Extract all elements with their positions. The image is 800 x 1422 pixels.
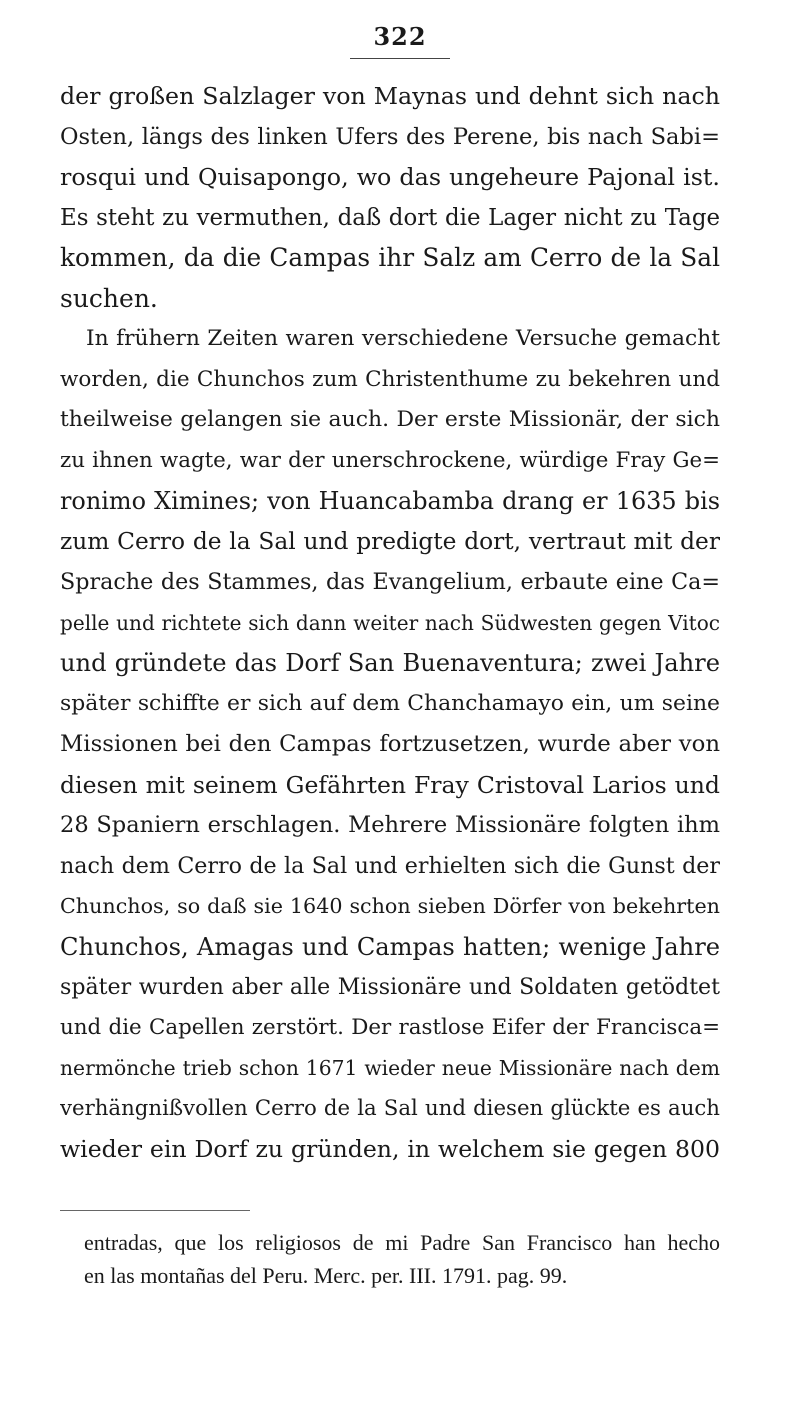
text-line: ronimo Ximines; von Huancabamba drang er 1635 bis <box>60 487 720 515</box>
text-line: später wurden aber alle Missionäre und Soldaten getödtet <box>60 974 720 1000</box>
footnote-line: entradas, que los religiosos de mi Padre San Francisco han hecho <box>84 1230 720 1255</box>
text-line: 28 Spaniern erschlagen. Mehrere Missionäre folgten ihm <box>60 812 720 838</box>
text-line: rosqui und Quisapongo, wo das ungeheure Pajonal ist. <box>60 163 720 191</box>
text-line: zum Cerro de la Sal und predigte dort, vertraut mit der <box>60 527 720 555</box>
text-line: Sprache des Stammes, das Evangelium, erbaute eine Ca= <box>60 569 720 595</box>
text-line: Chunchos, Amagas und Campas hatten; wenige Jahre <box>60 932 720 961</box>
text-line: verhängnißvollen Cerro de la Sal und diesen glückte es auch <box>60 1095 720 1121</box>
text-line: später schiffte er sich auf dem Chanchamayo ein, um seine <box>60 690 720 716</box>
text-line: wieder ein Dorf zu gründen, in welchem sie gegen 800 <box>60 1135 720 1163</box>
main-text <box>60 76 720 1170</box>
text-line: worden, die Chunchos zum Christenthume zu bekehren und <box>60 366 720 392</box>
text-line: kommen, da die Campas ihr Salz am Cerro de la Sal <box>60 243 720 272</box>
text-line: zu ihnen wagte, war der unerschrockene, würdige Fray Ge= <box>60 447 720 473</box>
text-line: der großen Salzlager von Maynas und dehnt sich nach <box>60 82 720 110</box>
text-line: Es steht zu vermuthen, daß dort die Lager nicht zu Tage <box>60 204 720 231</box>
footnote-divider <box>60 1210 250 1211</box>
text-line: theilweise gelangen sie auch. Der erste Missionär, der sich <box>60 407 720 432</box>
page-number: 322 <box>373 22 427 51</box>
text-line: suchen. <box>60 283 158 313</box>
text-line: nach dem Cerro de la Sal und erhielten sich die Gunst der <box>60 852 720 879</box>
text-line: nermönche trieb schon 1671 wieder neue Missionäre nach dem <box>60 1056 720 1080</box>
footnote-line: en las montañas del Peru. Merc. per. III. 1791. pag. 99. <box>84 1263 568 1288</box>
text-line: und die Capellen zerstört. Der rastlose Eifer der Francisca= <box>60 1014 720 1040</box>
text-line: Osten, längs des linken Ufers des Perene, bis nach Sabi= <box>60 123 720 150</box>
text-line: diesen mit seinem Gefährten Fray Cristoval Larios und <box>60 770 720 799</box>
page-number-underline <box>350 58 450 59</box>
text-line: Chunchos, so daß sie 1640 schon sieben Dörfer von bekehrten <box>60 894 720 918</box>
text-line: und gründete das Dorf San Buenaventura; zwei Jahre <box>60 649 720 677</box>
text-line: In frühern Zeiten waren verschiedene Versuche gemacht <box>86 326 720 351</box>
footnote <box>84 1226 720 1292</box>
text-line: Missionen bei den Campas fortzusetzen, wurde aber von <box>60 731 720 757</box>
text-line: pelle und richtete sich dann weiter nach Südwesten gegen Vitoc <box>60 610 720 635</box>
